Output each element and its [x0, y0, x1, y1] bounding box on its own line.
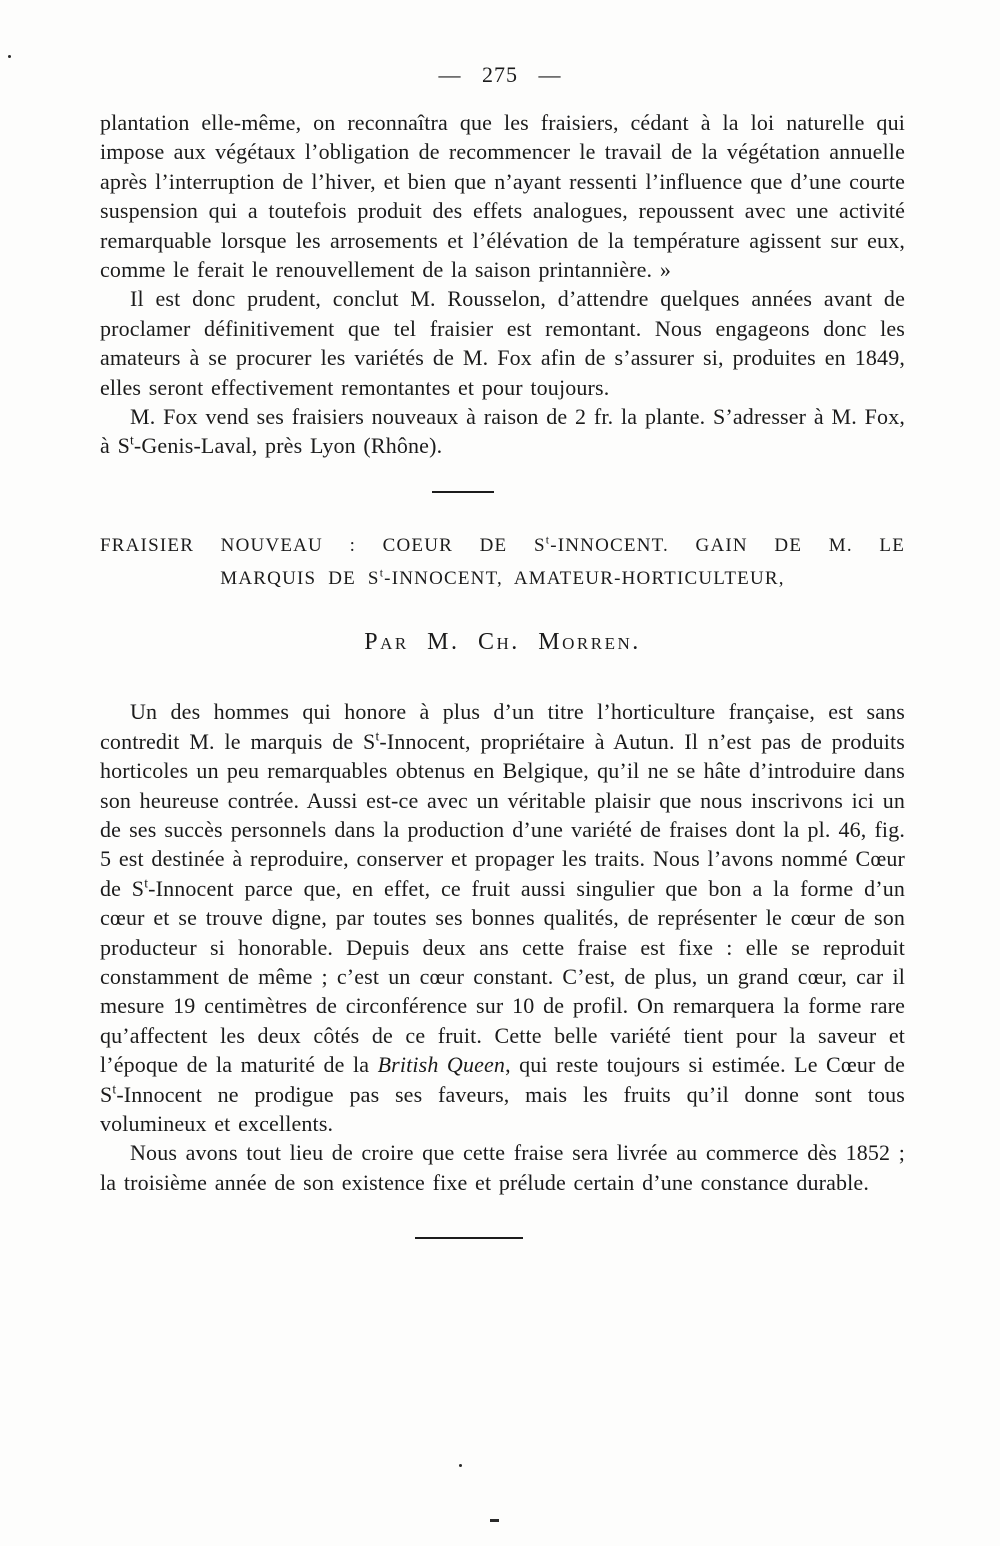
- scan-artifact-dot: [8, 55, 11, 58]
- page-number: — 275 —: [438, 62, 562, 87]
- article-title-line1: FRAISIER NOUVEAU : COEUR DE $S^t$-INNOCENT. GAIN DE M. LE: [100, 533, 905, 556]
- article-byline: Par M. Ch. Morren.: [364, 628, 641, 655]
- paragraph-conclusion: Il est donc prudent, conclut M. Rousselon, d’attendre quelques années avant de proclamer définitivement que tel fraisier est remontant. Nous engageons donc les amateurs à se procurer les variétés de M. Fox afin de s’assurer si, produites en 1849, elles seront effectivement remontantes et pour toujours.: [100, 286, 905, 400]
- scan-artifact-dash: [490, 1519, 499, 1522]
- article-title-line2: MARQUIS DE $S^t$-INNOCENT, AMATEUR-HORTICULTEUR,: [220, 566, 785, 589]
- paragraph-article-closing: Nous avons tout lieu de croire que cette fraise sera livrée au commerce dès 1852 ; la troisième année de son existence fixe et prélude certain d’une constance durable.: [100, 1140, 905, 1195]
- section-divider-top: [432, 491, 494, 493]
- section-divider-bottom: [415, 1237, 523, 1239]
- paragraph-article-body: Un des hommes qui honore à plus d’un titre l’horticulture française, est sans contredit M. le marquis de $S^t$-Innocent, propriétaire à Autun. Il n’est pas de produits horticoles un peu remarquables obtenus en Belgique, qu’il ne se hâte d’introduire dans son heureuse contrée. Aussi est-ce avec un véritable plaisir que nous inscrivons ici un de ses succès personnels dans la production d’une variété de fraises dont la pl. 46, fig. 5 est destinée à reproduire, conserver et propager les traits. Nous l’avons nommé Cœur de $S^t$-Innocent parce que, en effet, ce fruit aussi singulier que bon a la forme d’un cœur et se trouve digne, par toutes ses bonnes qualités, de représenter le cœur de son producteur si honorable. Depuis deux ans cette fraise est fixe : elle se reproduit constamment de même ; c’est un cœur constant. C’est, de plus, un grand cœur, car il mesure 19 centimètres de circonférence sur 10 de profil. On remarquera la forme rare qu’affectent les deux côtés de ce fruit. Cette belle variété tient pour la saveur et l’époque de la maturité de la British Queen, qui reste toujours si estimée. Le Cœur de $S^t$-Innocent ne prodigue pas ses faveurs, mais les fruits qu’il donne sont tous volumineux et excellents.: [100, 699, 905, 1136]
- scan-artifact-dot: [459, 1464, 462, 1467]
- page-header: [0, 0, 1000, 88]
- article-title: [100, 529, 905, 595]
- paragraph-sale-info: M. Fox vend ses fraisiers nouveaux à raison de 2 fr. la plante. S’adresser à M. Fox, à $S^t-Genis$-Laval, près Lyon (Rhône).: [100, 404, 905, 459]
- paragraph-continuation: plantation elle-même, on reconnaîtra que les fraisiers, cédant à la loi naturelle qui impose aux végétaux l’obligation de recommencer le travail de la végétation annuelle après l’interruption de l’hiver, et bien que n’ayant ressenti l’influence que d’une courte suspension qui a toutefois produit des effets analogues, repoussent avec une activité remarquable lorsque les arrosements et l’élévation de la température agissent sur eux, comme le ferait le renouvellement de la saison printannière. »: [100, 110, 905, 283]
- page-content: [100, 108, 905, 1239]
